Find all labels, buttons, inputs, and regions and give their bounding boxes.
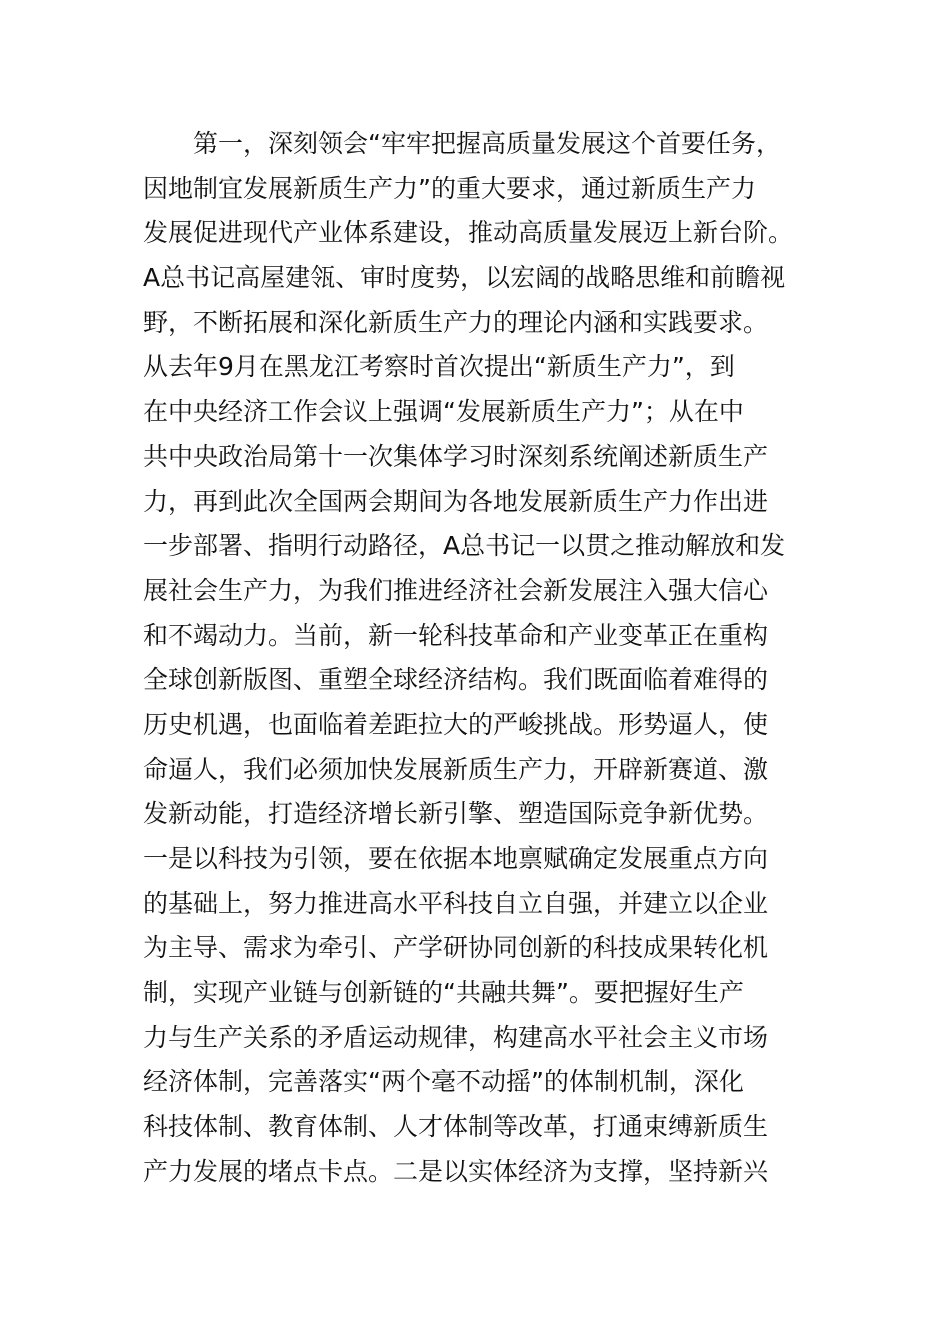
text-line-18: 的基础上，努力推进高水平科技自立自强，并建立以企业 bbox=[143, 888, 769, 918]
text-line-20: 制，实现产业链与创新链的“共融共舞”。要把握好生产 bbox=[143, 978, 744, 1008]
text-line-7: 在中央经济工作会议上强调“发展新质生产力”；从在中 bbox=[143, 397, 744, 427]
text-line-2: 因地制宜发展新质生产力”的重大要求，通过新质生产力 bbox=[143, 173, 756, 203]
text-line-15: 命逼人，我们必须加快发展新质生产力，开辟新赛道、激 bbox=[143, 754, 769, 784]
text-line-22: 经济体制，完善落实“两个毫不动摇”的体制机制，深化 bbox=[143, 1067, 744, 1097]
text-line-9: 力，再到此次全国两会期间为各地发展新质生产力作出进 bbox=[143, 486, 769, 516]
text-line-19: 为主导、需求为牵引、产学研协同创新的科技成果转化机 bbox=[143, 933, 769, 963]
text-line-24: 产力发展的堵点卡点。二是以实体经济为支撑，坚持新兴 bbox=[143, 1156, 769, 1186]
text-line-23: 科技体制、教育体制、人才体制等改革，打通束缚新质生 bbox=[143, 1112, 769, 1142]
text-line-17: 一是以科技为引领，要在依据本地禀赋确定发展重点方向 bbox=[143, 844, 769, 873]
text-line-5: 野，不断拓展和深化新质生产力的理论内涵和实践要求。 bbox=[143, 307, 769, 337]
text-line-3: 发展促进现代产业体系建设，推动高质量发展迈上新台阶。 bbox=[143, 218, 794, 248]
body-paragraph bbox=[143, 122, 823, 1195]
text-line-12: 和不竭动力。当前，新一轮科技革命和产业变革正在重构 bbox=[143, 620, 769, 650]
text-line-8: 共中央政治局第十一次集体学习时深刻系统阐述新质生产 bbox=[143, 441, 769, 471]
text-line-14: 历史机遇，也面临着差距拉大的严峻挑战。形势逼人，使 bbox=[143, 709, 769, 739]
text-line-6: 从去年9月在黑龙江考察时首次提出“新质生产力”，到 bbox=[143, 352, 735, 382]
text-line-21: 力与生产关系的矛盾运动规律，构建高水平社会主义市场 bbox=[143, 1022, 769, 1052]
text-line-1: 第一，深刻领会“牢牢把握高质量发展这个首要任务， bbox=[143, 129, 781, 158]
text-line-16: 发新动能，打造经济增长新引擎、塑造国际竞争新优势。 bbox=[143, 799, 769, 829]
text-line-11: 展社会生产力，为我们推进经济社会新发展注入强大信心 bbox=[143, 575, 769, 605]
text-line-4: A总书记高屋建瓴、审时度势，以宏阔的战略思维和前瞻视 bbox=[143, 263, 786, 293]
text-line-13: 全球创新版图、重塑全球经济结构。我们既面临着难得的 bbox=[143, 665, 769, 695]
text-line-10: 一步部署、指明行动路径，A总书记一以贯之推动解放和发 bbox=[143, 531, 786, 561]
